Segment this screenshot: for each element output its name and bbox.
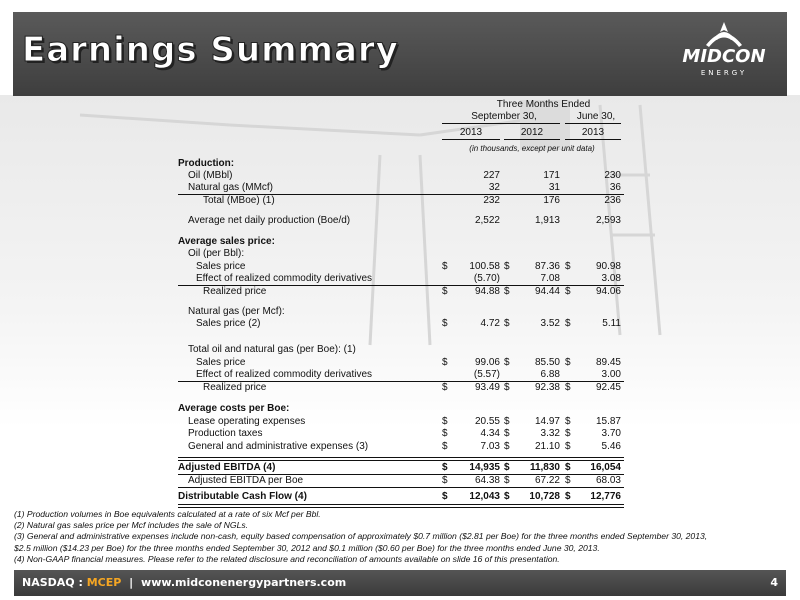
footnote: (2) Natural gas sales price per Mcf includes the sale of NGLs. [14, 520, 249, 531]
table-row [178, 158, 624, 170]
row-value: 171 [543, 170, 560, 181]
year-header-3: 2013 [581, 127, 605, 138]
row-value: 31 [548, 182, 560, 193]
row-label: Effect of realized commodity derivatives [196, 369, 373, 380]
table-row [178, 318, 624, 330]
table-row [178, 369, 624, 381]
currency-symbol: $ [565, 261, 571, 272]
row-value: 14,935 [469, 462, 500, 473]
currency-symbol: $ [504, 382, 510, 393]
row-value: 230 [604, 170, 621, 181]
row-value: 2,593 [595, 215, 621, 226]
footnote: (4) Non-GAAP financial measures. Please refer to the related disclosure and reconciliation of amounts available on slide 16 of this presentation. [14, 553, 560, 564]
row-value: 11,830 [529, 462, 560, 473]
row-label: Average sales price: [178, 236, 275, 247]
table-row [178, 491, 624, 503]
row-value: 3.08 [601, 273, 621, 284]
row-value: 67.22 [534, 475, 560, 486]
currency-symbol: $ [565, 428, 571, 439]
table-row [178, 416, 624, 428]
table-row [178, 428, 624, 440]
logo-wordmark: MIDCON [682, 46, 766, 67]
year-rule [504, 139, 560, 140]
table-rule [178, 460, 624, 461]
row-value: 32 [488, 182, 500, 193]
table-rule [178, 487, 624, 488]
footer-ticker: MCEP [86, 576, 122, 589]
row-value: 4.34 [480, 428, 500, 439]
row-value: (5.70) [473, 273, 500, 284]
footnote: (1) Production volumes in Boe equivalents calculated at a rate of six Mcf per Bbl. [14, 509, 321, 519]
row-label: Sales price (2) [196, 318, 261, 329]
row-value: 92.38 [534, 382, 560, 393]
september-header: September 30, [471, 111, 537, 122]
currency-symbol: $ [442, 491, 448, 502]
currency-symbol: $ [504, 416, 510, 427]
currency-symbol: $ [565, 357, 571, 368]
table-row [178, 261, 624, 273]
row-value: 2,522 [474, 215, 500, 226]
table-row [178, 236, 624, 248]
currency-symbol: $ [504, 428, 510, 439]
row-value: 7.03 [480, 441, 500, 452]
row-label: Total (MBoe) (1) [203, 195, 275, 206]
currency-symbol: $ [565, 491, 571, 502]
row-label: Oil (per Bbl): [188, 248, 245, 259]
row-label: Adjusted EBITDA (4) [178, 462, 276, 473]
row-value: 94.88 [474, 286, 500, 297]
year-rule [565, 139, 621, 140]
table-row [178, 286, 624, 298]
row-value: 12,776 [590, 491, 621, 502]
row-label: Sales price [196, 261, 246, 272]
row-value: 3.32 [540, 428, 560, 439]
row-label: Average net daily production (Boe/d) [188, 215, 351, 226]
table-rule [178, 457, 624, 458]
row-label: Total oil and natural gas (per Boe): (1) [188, 344, 356, 355]
row-label: Sales price [196, 357, 246, 368]
table-row [178, 462, 624, 474]
table-row [178, 344, 624, 356]
row-value: 3.00 [601, 369, 621, 380]
row-value: 64.38 [474, 475, 500, 486]
footnote: $2.5 million ($14.23 per Boe) for the three months ended September 30, 2012 and $0.1 million ($0.60 per Boe) for the three months ended June 30, 2013. [14, 542, 600, 553]
table-row [178, 382, 624, 394]
page-number: 4 [770, 576, 778, 589]
row-value: 94.44 [534, 286, 560, 297]
currency-symbol: $ [504, 286, 510, 297]
logo-subtitle: ENERGY [700, 69, 748, 77]
footer-website-link[interactable]: www.midconenergypartners.com [141, 576, 347, 589]
currency-symbol: $ [442, 441, 448, 452]
year-header-2: 2012 [520, 127, 544, 138]
currency-symbol: $ [565, 416, 571, 427]
row-value: 16,054 [590, 462, 621, 473]
row-value: 4.72 [480, 318, 500, 329]
row-value: 10,728 [529, 491, 560, 502]
currency-symbol: $ [442, 475, 448, 486]
footer-bar [14, 570, 786, 596]
row-value: 93.49 [474, 382, 500, 393]
currency-symbol: $ [504, 441, 510, 452]
table-row [178, 357, 624, 369]
table-rule [178, 194, 624, 195]
row-label: Adjusted EBITDA per Boe [188, 475, 304, 486]
currency-symbol: $ [442, 261, 448, 272]
row-value: 232 [483, 195, 500, 206]
currency-symbol: $ [504, 261, 510, 272]
row-label: General and administrative expenses (3) [188, 441, 369, 452]
row-label: Oil (MBbl) [188, 170, 233, 181]
row-label: Production taxes [188, 428, 263, 439]
currency-symbol: $ [565, 318, 571, 329]
row-value: 90.98 [595, 261, 621, 272]
row-label: Natural gas (MMcf) [188, 182, 274, 193]
row-value: 68.03 [595, 475, 621, 486]
currency-symbol: $ [442, 416, 448, 427]
row-value: 20.55 [474, 416, 500, 427]
currency-symbol: $ [442, 382, 448, 393]
row-value: 94.06 [595, 286, 621, 297]
currency-symbol: $ [504, 462, 510, 473]
row-value: 15.87 [595, 416, 621, 427]
currency-symbol: $ [442, 286, 448, 297]
row-value: 36 [609, 182, 621, 193]
row-label: Distributable Cash Flow (4) [178, 491, 307, 502]
row-value: 85.50 [534, 357, 560, 368]
currency-symbol: $ [504, 318, 510, 329]
table-row [178, 170, 624, 182]
currency-symbol: $ [504, 357, 510, 368]
row-value: 227 [483, 170, 500, 181]
row-value: 3.52 [540, 318, 560, 329]
row-value: 5.11 [602, 318, 621, 329]
row-value: 176 [543, 195, 560, 206]
unit-note: (in thousands, except per unit data) [469, 144, 595, 153]
header-rule [565, 123, 621, 124]
row-value: 21.10 [534, 441, 560, 452]
currency-symbol: $ [565, 441, 571, 452]
table-row [178, 215, 624, 227]
table-row [178, 248, 624, 260]
table-rule [178, 507, 624, 508]
row-value: 5.46 [601, 441, 621, 452]
year-rule [442, 139, 500, 140]
table-rule [178, 285, 624, 286]
table-rule [178, 474, 624, 475]
table-row [178, 182, 624, 194]
currency-symbol: $ [565, 462, 571, 473]
row-value: (5.57) [473, 369, 500, 380]
row-value: 92.45 [595, 382, 621, 393]
currency-symbol: $ [565, 286, 571, 297]
row-label: Realized price [203, 382, 267, 393]
row-value: 89.45 [595, 357, 621, 368]
footer-separator: | [129, 576, 134, 589]
footnote: (3) General and administrative expenses include non-cash, equity based compensation of approximately $0.7 million ($2.81 per Boe) for the three months ended September 30, 2013, [14, 531, 708, 542]
row-value: 7.08 [540, 273, 560, 284]
row-value: 6.88 [540, 369, 560, 380]
year-header-1: 2013 [459, 127, 483, 138]
currency-symbol: $ [504, 491, 510, 502]
currency-symbol: $ [442, 428, 448, 439]
currency-symbol: $ [442, 357, 448, 368]
currency-symbol: $ [442, 462, 448, 473]
currency-symbol: $ [565, 475, 571, 486]
currency-symbol: $ [565, 382, 571, 393]
row-value: 100.58 [469, 261, 500, 272]
period-header: Three Months Ended [496, 99, 591, 110]
row-label: Effect of realized commodity derivatives [196, 273, 373, 284]
table-row [178, 195, 624, 207]
table-rule [178, 504, 624, 505]
footnotes [14, 509, 774, 565]
footer-exchange: NASDAQ : [22, 576, 83, 589]
row-label: Average costs per Boe: [178, 403, 290, 414]
row-value: 1,913 [534, 215, 560, 226]
header-rule [442, 123, 560, 124]
row-value: 12,043 [469, 491, 500, 502]
row-label: Production: [178, 158, 235, 169]
table-row [178, 403, 624, 415]
june-header: June 30, [576, 111, 616, 122]
row-value: 236 [604, 195, 621, 206]
table-row [178, 475, 624, 487]
row-value: 99.06 [474, 357, 500, 368]
table-rule [178, 381, 624, 382]
row-label: Realized price [203, 286, 267, 297]
row-value: 3.70 [601, 428, 621, 439]
table-row [178, 441, 624, 453]
row-value: 87.36 [534, 261, 560, 272]
table-row [178, 306, 624, 318]
row-label: Lease operating expenses [188, 416, 306, 427]
currency-symbol: $ [504, 475, 510, 486]
row-label: Natural gas (per Mcf): [188, 306, 285, 317]
currency-symbol: $ [442, 318, 448, 329]
table-row [178, 273, 624, 285]
row-value: 14.97 [534, 416, 560, 427]
page-title: Earnings Summary [22, 30, 399, 70]
